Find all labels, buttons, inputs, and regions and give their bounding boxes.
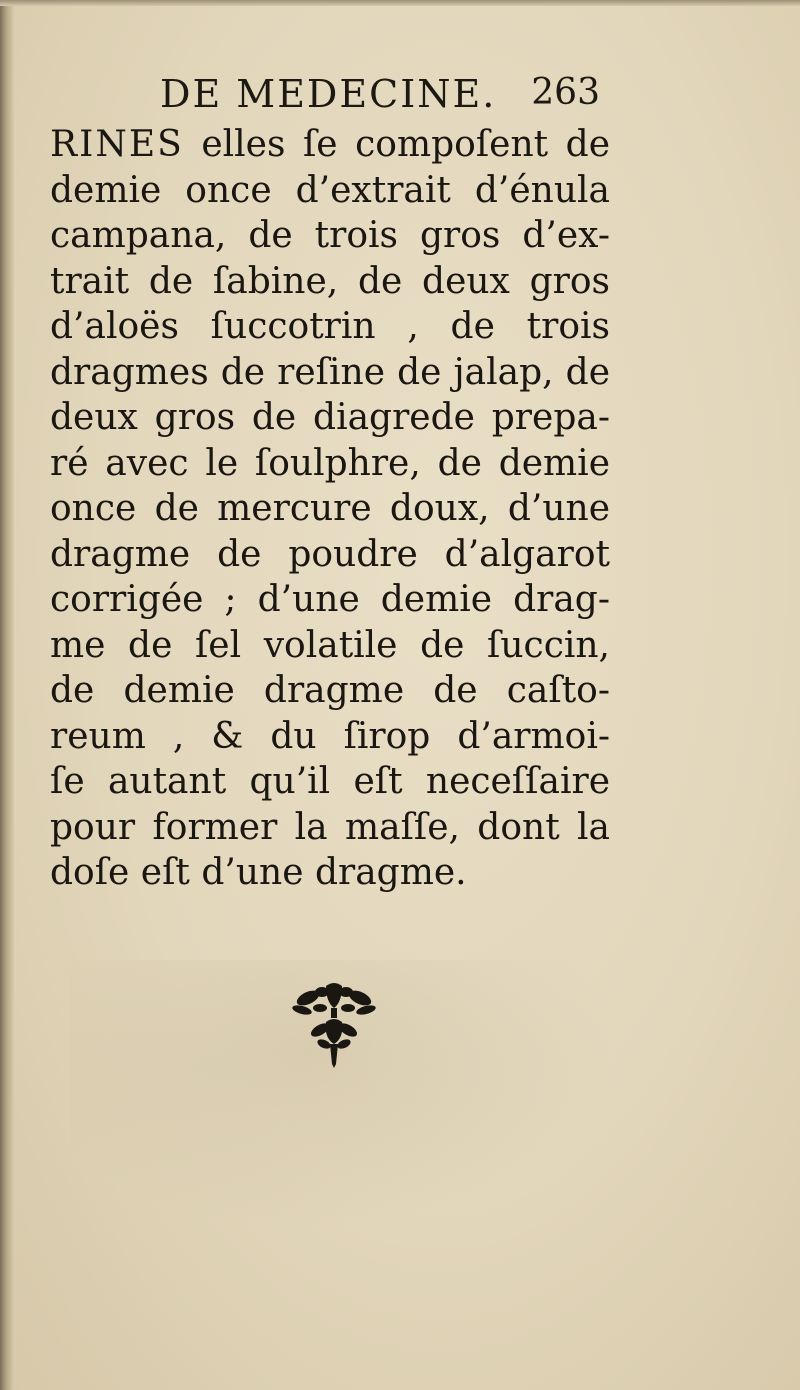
text-line-9: once de mercure doux, d’une xyxy=(50,488,610,529)
text-line-12: me de ſel volatile de ſuccin, xyxy=(50,624,610,666)
page-top-edge xyxy=(0,0,800,6)
text-line-17: doſe eſt d’une dragme. xyxy=(50,852,467,893)
text-line-2: demie once d’extrait d’énula xyxy=(50,169,610,211)
text-line-7: deux gros de diagrede prepa- xyxy=(50,397,610,438)
catchword-first-word: RINES xyxy=(50,124,184,165)
text-line-16: pour former la maſſe, dont la xyxy=(50,806,610,848)
text-line-6: dragmes de reſine de jalap, de xyxy=(50,351,610,393)
running-head xyxy=(160,72,600,122)
text-line-13: de demie dragme de caſto- xyxy=(50,670,610,711)
body-paragraph xyxy=(50,122,610,896)
page-spine-shadow xyxy=(0,0,14,1390)
page-number: 263 xyxy=(531,72,600,113)
text-line-5: d’aloës ſuccotrin , de trois xyxy=(50,306,610,347)
running-head-title: DE MEDECINE. xyxy=(160,72,497,116)
fleuron-ornament-icon xyxy=(286,980,382,1076)
text-line-1 xyxy=(50,122,610,168)
text-line-10: dragme de poudre d’algarot xyxy=(50,533,610,575)
text-line-3: campana, de trois gros d’ex- xyxy=(50,215,610,256)
text-line-1-rest: elles ſe compoſent de xyxy=(183,124,610,165)
text-line-11: corrigée ; d’une demie drag- xyxy=(50,579,610,620)
text-line-15: ſe autant qu’il eſt neceſſaire xyxy=(50,761,610,802)
text-line-14: reum , & du ſirop d’armoi- xyxy=(50,715,610,757)
text-line-4: trait de ſabine, de deux gros xyxy=(50,260,610,302)
text-line-8: ré avec le ſoulphre, de demie xyxy=(50,442,610,484)
